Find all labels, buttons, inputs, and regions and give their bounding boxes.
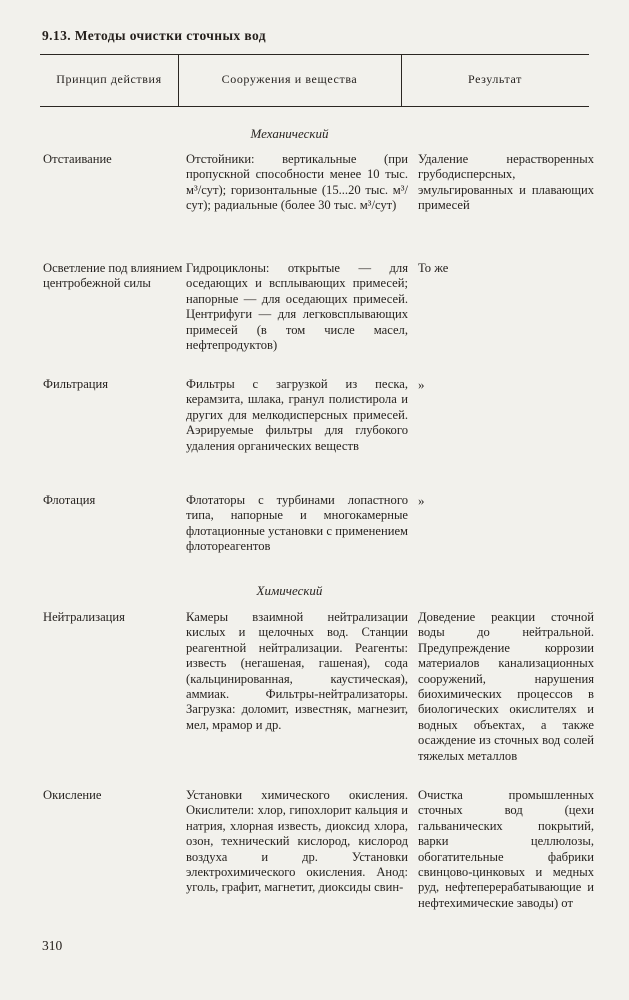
cell-result: То же	[418, 261, 449, 275]
cell-principle: Окисление	[43, 788, 102, 802]
column-header-facilities: Сооружения и вещества	[221, 72, 358, 86]
cell-principle: Осветление под влиянием центробежной силы	[43, 261, 183, 291]
cell-facilities: Установки химического окисления. Окислители: хлор, гипохлорит кальция и натрия, хлорная известь, диоксид хлора, озон, технический кислород, кислород воздуха и др. Установки электрохимического окисления. Анод: уголь, графит, магнетит, диоксиды свин-	[186, 788, 408, 895]
section-title-chemical: Химический	[256, 583, 323, 598]
cell-principle: Отстаивание	[43, 152, 112, 166]
cell-result: Доведение реакции сточной воды до нейтральной. Предупреждение коррозии материалов канализационных сооружений, нарушения биохимических процессов в биологических окислителях и водных объектах, а также осаждение из сточных вод солей тяжелых металлов	[418, 610, 594, 763]
cell-facilities: Отстойники: вертикальные (при пропускной способности менее 10 тыс. м³/сут); горизонтальные (15...20 тыс. м³/сут); радиальные (более 30 тыс. м³/сут)	[186, 152, 408, 213]
cell-principle: Нейтрализация	[43, 610, 125, 624]
cell-principle: Флотация	[43, 493, 96, 507]
cell-facilities: Гидроциклоны: открытые — для оседающих и всплывающих примесей; напорные — для оседающих примесей. Центрифуги — для легковсплывающих примесей (в том числе масел, нефтепродуктов)	[186, 261, 408, 353]
cell-result: »	[418, 377, 425, 392]
cell-result: Очистка промышленных сточных вод (цехи гальванических покрытий, варки целлюлозы, обогатительные фабрики свинцово-цинковых и медных руд, нефтеперерабатывающие и нефтехимические заводы) от	[418, 788, 594, 910]
cell-result: Удаление нерастворенных грубодисперсных, эмульгированных и плавающих примесей	[418, 152, 594, 213]
page-number: 310	[42, 938, 63, 953]
cell-principle: Фильтрация	[43, 377, 109, 391]
table-header-rule	[40, 106, 589, 107]
column-header-result: Результат	[467, 72, 522, 86]
cell-facilities: Флотаторы с турбинами лопастного типа, напорные и многокамерные флотационные установки с применением флотореагентов	[186, 493, 408, 554]
page-title: 9.13. Методы очистки сточных вод	[42, 28, 266, 43]
cell-facilities: Камеры взаимной нейтрализации кислых и щелочных вод. Станции реагентной нейтрализации. Реагенты: известь (негашеная, гашеная), сода (кальцинированная, каустическая), аммиак. Фильтры-нейтрализаторы. Загрузка: доломит, известняк, магнезит, мел, мрамор и др.	[186, 610, 408, 732]
cell-result: »	[418, 493, 425, 508]
cell-facilities: Фильтры с загрузкой из песка, керамзита, шлака, гранул полистирола и других для мелкодисперсных примесей. Аэрируемые фильтры для глубокого удаления органических веществ	[186, 377, 408, 453]
section-title-mechanical: Механический	[250, 126, 329, 141]
table-top-rule	[40, 54, 589, 55]
column-header-principle: Принцип действия	[56, 72, 162, 86]
